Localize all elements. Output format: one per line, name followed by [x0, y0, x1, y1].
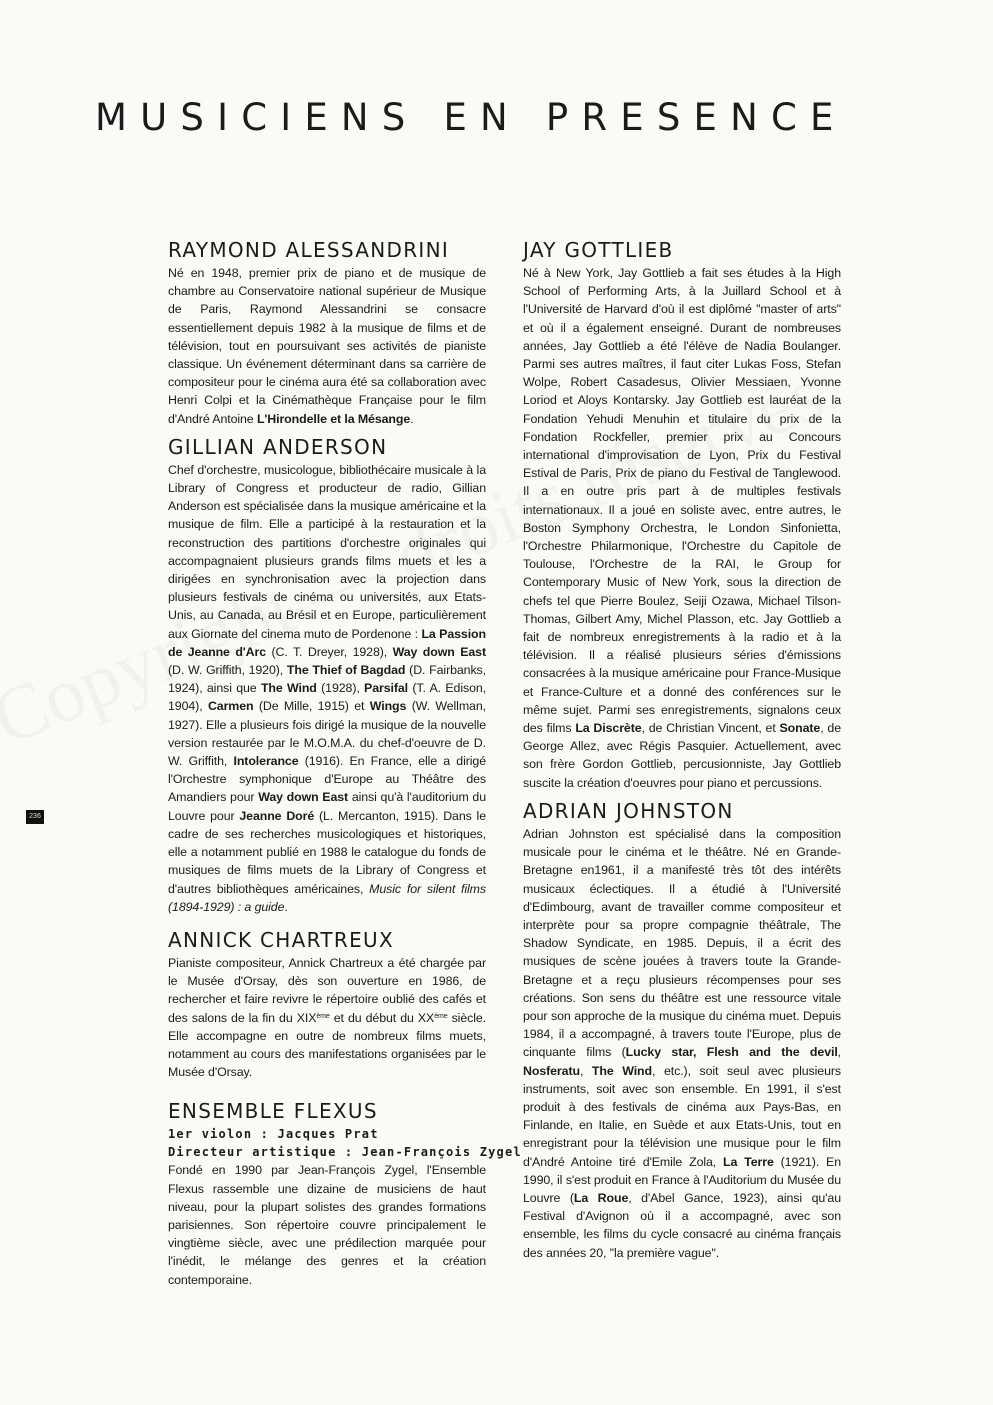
film-title: Carmen	[207, 699, 254, 714]
film-title: The Wind	[591, 1063, 652, 1078]
bio-anderson	[168, 435, 486, 916]
film-title: Nosferatu	[523, 1063, 580, 1078]
film-title: Way down East	[258, 790, 349, 805]
bio-johnston	[523, 799, 841, 1262]
bio-text: Né à New York, Jay Gottlieb a fait ses études à la High School of Performing Arts, à la Juillard School et à l'Université de Harvard d'où il est diplômé "master of arts" et où il a également enseigné. Durant de nombreuses années, Jay Gottlieb a été l'élève de Nadia Boulanger. Parmi ses autres maîtres, il faut citer Lukas Foss, Stefan Wolpe, Robert Casadesus, Olivier Messiaen, Yvonne Loriod et Aloys Kontarsky. Jay Gottlieb est lauréat de la Fondation Yehudi Menuhin et titulaire du prix de la Fondation Rockfeller, premier prix au Concours international d'improvisation de Lyon, Prix du Festival Estival de Paris, Prix de piano du Festival de Tanglewood. Il a en outre pris part à de multiples festivals internationaux. Il a joué en soliste avec, entre autres, le Boston Symphony Orchestra, le London Sinfonietta, l'Orchestre Philarmonique, l'Orchestre du Capitole de Toulouse, l'Orchestre de la RAI, le Group for Contemporary Music of New York, sous la direction de chefs tel que Pierre Boulez, Seiji Ozawa, Michael Tilson-Thomas, Gilbert Amy, Michel Plasson, etc. Jay Gottlieb a fait de nombreux enregistrements à la radio et à la télévision. Il a réalisé plusieurs séries d'émissions consacrées à la musique américaine pour France-Musique et France-Culture et a donné des conférences sur le même sujet. Parmi ses enregistrements, signalons ceux des films La Discrète, de Christian Vincent, et Sonate, de George Allez, avec Régis Pasquier. Actuellement, avec son frère Gordon Gottlieb, percusionniste, Jay Gottlieb suscite la création d'oeuvres pour piano et percussions.	[523, 266, 841, 790]
film-title: The Thief of Bagdad	[286, 663, 406, 678]
book-title: Music for silent films (1894-1929) : a guide	[168, 881, 486, 914]
film-title: Sonate	[779, 721, 821, 736]
credit-line: 1er violon : Jacques Prat	[168, 1127, 379, 1142]
bio-flexus	[168, 1099, 522, 1288]
bio-text: Pianiste compositeur, Annick Chartreux a été chargée par le Musée d'Orsay, dès son ouverture en 1986, de rechercher et faire revivre le répertoire oublié des cafés et des salons de la fin du XIXème et du début du XXème siècle. Elle accompagne en outre de nombreux films muets, notamment au cours des manifestations organisées par le Musée d'Orsay.	[168, 955, 487, 1080]
page-number: 236	[26, 810, 44, 824]
film-title: The Wind	[260, 681, 317, 696]
film-title: Lucky star, Flesh and the devil	[625, 1045, 838, 1060]
bio-name: ANNICK CHARTREUX	[168, 927, 394, 952]
film-title: Wings	[369, 699, 407, 714]
bio-name: GILLIAN ANDERSON	[168, 434, 388, 459]
bio-text: Né en 1948, premier prix de piano et de musique de chambre au Conservatoire national supérieur de Musique de Paris, Raymond Alessandrini se consacre essentiellement depuis 1982 à la musique de films et de télévision, tout en poursuivant ses activités de pianiste classique. Un événement déterminant dans sa carrière de compositeur pour le cinéma aura été sa collaboration avec Henri Colpi et la Cinémathèque Française pour le film d'André Antoine L'Hirondelle et la Mésange.	[168, 266, 486, 426]
film-title: La Discrète	[575, 721, 642, 736]
bio-alessandrini	[168, 238, 486, 428]
credit-line: Directeur artistique : Jean-François Zygel	[168, 1145, 522, 1160]
film-title: Parsifal	[364, 681, 409, 696]
bio-name: JAY GOTTLIEB	[523, 238, 674, 262]
bio-name: ENSEMBLE FLEXUS	[168, 1099, 378, 1124]
bio-name: RAYMOND ALESSANDRINI	[168, 238, 450, 262]
film-title: Intolerance	[233, 754, 299, 769]
page-title: MUSICIENS EN PRESENCE	[95, 96, 847, 139]
film-title: La Roue	[573, 1190, 629, 1205]
film-title: Jeanne Doré	[239, 808, 315, 823]
bio-gottlieb	[523, 238, 841, 792]
right-column	[523, 238, 841, 1269]
bio-name: ADRIAN JOHNSTON	[523, 798, 734, 823]
bio-text: Fondé en 1990 par Jean-François Zygel, l'Ensemble Flexus rassemble une dizaine de musiciens de haut niveau, pour la plupart solistes des grandes formations parisiennes. Son répertoire couvre principalement le vingtième siècle, avec une prédilection marquée pour l'inédit, le mélange des genres et la création contemporaine.	[168, 1163, 486, 1287]
film-title: La Terre	[723, 1154, 774, 1169]
film-title: L'Hirondelle et la Mésange	[256, 411, 411, 426]
film-title: Way down East	[392, 644, 486, 659]
bio-text: Adrian Johnston est spécialisé dans la composition musicale pour le cinéma et le théâtre. Né en Grande-Bretagne en1961, il a manifesté très tôt des intérêts musicaux éclectiques. Il a étudié à l'Université d'Edimbourg, avant de travailler comme compositeur et interprète pour sa propre compagnie théâtrale, The Shadow Syndicate, en 1985. Depuis, il a écrit des musiques de scène jouées à travers toute la Grande-Bretagne et a reçu plusieurs récompenses pour ses créations. Son sens du théâtre est une ressource vitale pour son approche de la musique du cinéma muet. Depuis 1984, il a accompagné, à travers toute l'Europe, plus de cinquante films (Lucky star, Flesh and the devil, Nosferatu, The Wind, etc.), soit seul avec plusieurs instruments, soit avec son ensemble. En 1991, il s'est produit à des festivals de cinéma aux Pays-Bas, en Finlande, en Italie, en Suède et aux Etats-Unis, tout en enregistrant pour la télévision une musique pour le film d'André Antoine tiré d'Emile Zola, La Terre (1921). En 1990, il s'est produit en France à l'Auditorium du Musée du Louvre (La Roue, d'Abel Gance, 1923), ainsi qu'au Festival d'Avignon où il a accompagné, avec son ensemble, les films du cycle consacré au cinéma français des années 20, "la première vague".	[523, 826, 842, 1260]
bio-chartreux	[168, 928, 486, 1081]
copyright-watermark	[0, 268, 993, 764]
left-column	[168, 238, 522, 1296]
film-title: La Passion de Jeanne d'Arc	[168, 626, 486, 659]
bio-text: Chef d'orchestre, musicologue, bibliothécaire musicale à la Library of Congress et producteur de radio, Gillian Anderson est spécialisée dans la musique américaine et la musique de film. Elle a participé à la restauration et la reconstruction des partitions d'orchestre originales qui accompagnaient plusieurs grands films muets et les a dirigées en synchronisation avec la projection dans plusieurs festivals de cinéma ou universités, aux Etats-Unis, au Canada, au Brésil et en Europe, particulièrement aux Giornate del cinema muto de Pordenone : La Passion de Jeanne d'Arc (C. T. Dreyer, 1928), Way down East (D. W. Griffith, 1920), The Thief of Bagdad (D. Fairbanks, 1924), ainsi que The Wind (1928), Parsifal (T. A. Edison, 1904), Carmen (De Mille, 1915) et Wings (W. Wellman, 1927). Elle a plusieurs fois dirigé la musique de la nouvelle version restaurée par le M.O.M.A. du chef-d'oeuvre de D. W. Griffith, Intolerance (1916). En France, elle a dirigé l'Orchestre symphonique d'Europe au Théâtre des Amandiers pour Way down East ainsi qu'à l'auditorium du Louvre pour Jeanne Doré (L. Mercanton, 1915). Dans le cadre de ses recherches musicologiques et historiques, elle a notamment publié en 1988 le catalogue du fonds de musiques de films muets de la Library of Congress et d'autres bibliothèques américaines, Music for silent films (1894-1929) : a guide.	[168, 462, 487, 914]
